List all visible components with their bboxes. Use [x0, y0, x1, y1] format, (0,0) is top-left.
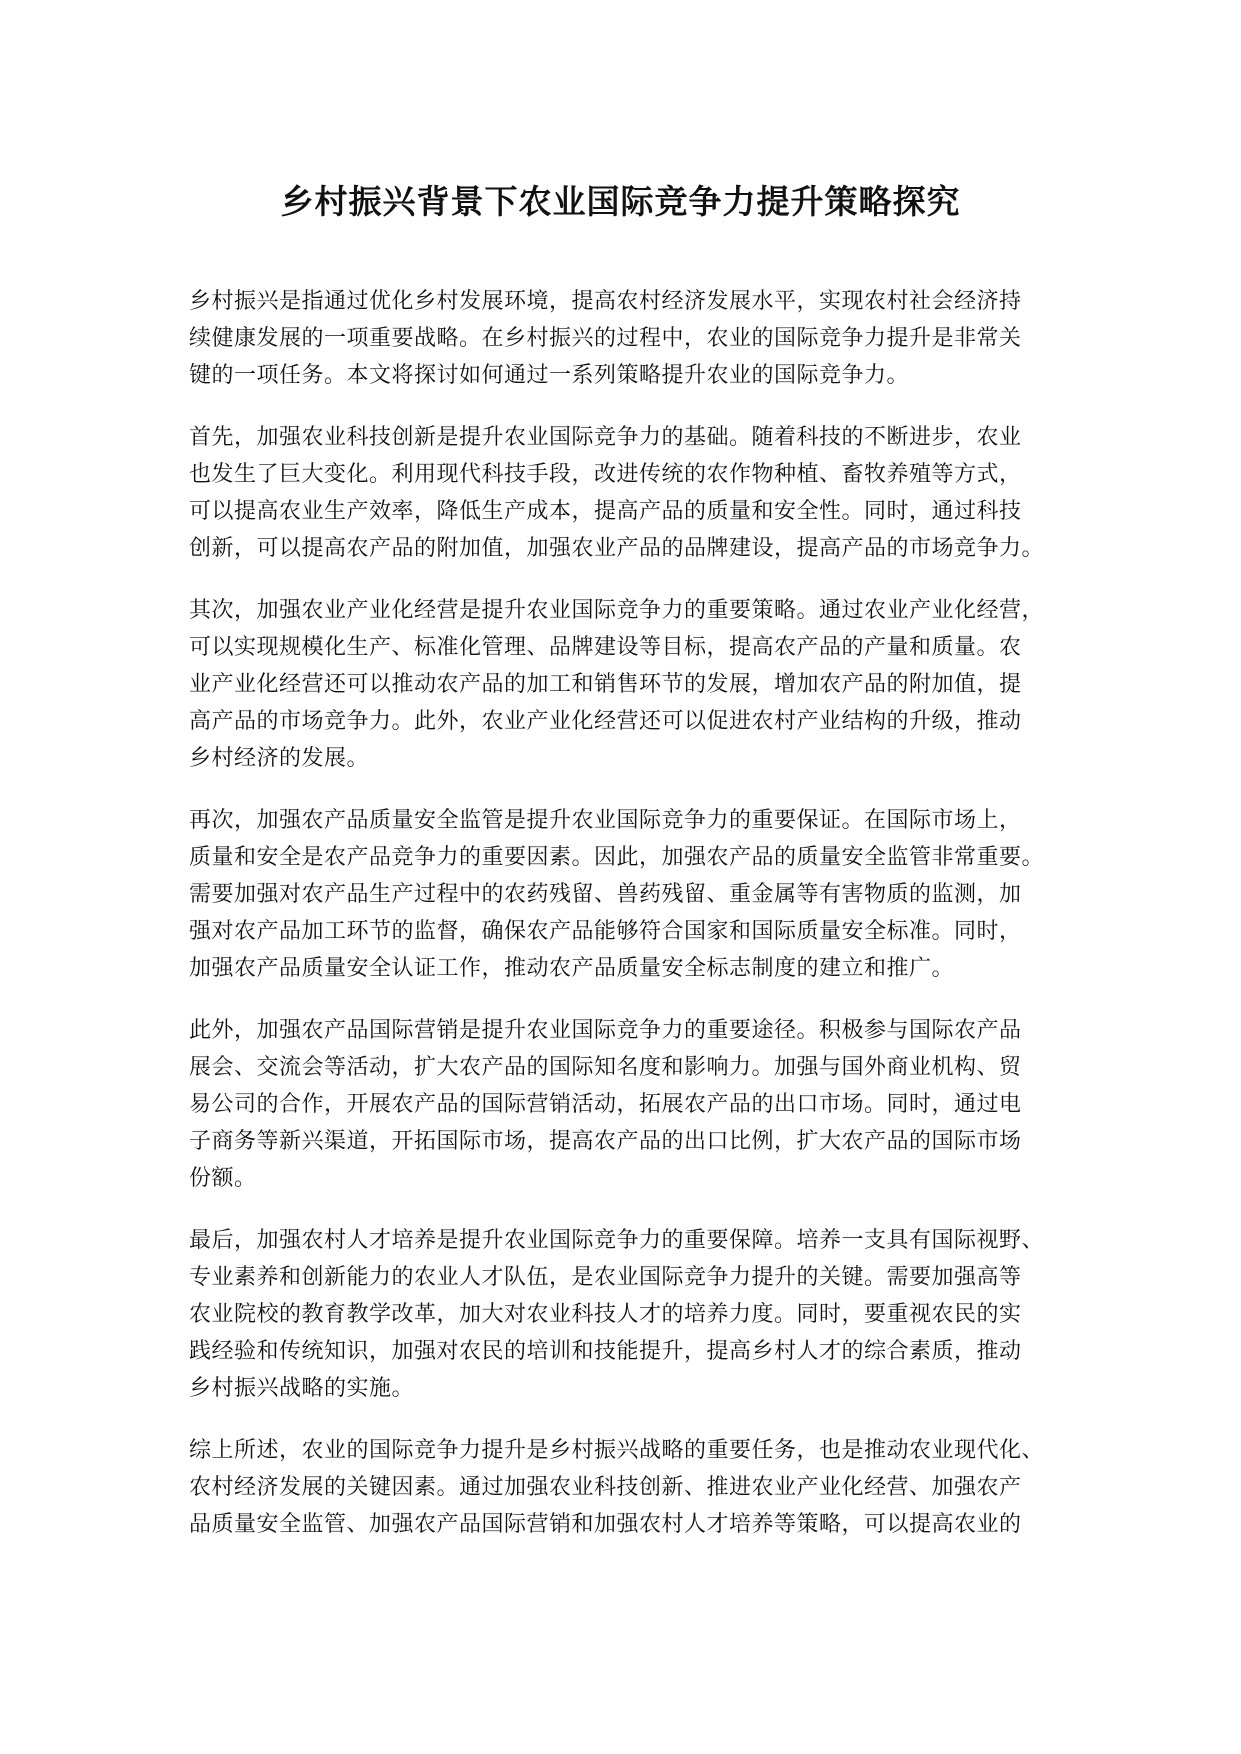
text-line: 可以提高农业生产效率，降低生产成本，提高产品的质量和安全性。同时，通过科技: [189, 499, 1022, 524]
paragraph-industrialization: [189, 592, 1089, 777]
paragraph-intro: [189, 283, 1089, 394]
text-line: 乡村振兴是指通过优化乡村发展环境，提高农村经济发展水平，实现农村社会经济持: [189, 289, 1022, 314]
text-line: 乡村经济的发展。: [189, 746, 370, 771]
text-line: 业产业化经营还可以推动农产品的加工和销售环节的发展，增加农产品的附加值，提: [189, 672, 1022, 697]
text-line: 再次，加强农产品质量安全监管是提升农业国际竞争力的重要保证。在国际市场上，: [189, 808, 1022, 833]
text-line: 键的一项任务。本文将探讨如何通过一系列策略提升农业的国际竞争力。: [189, 363, 910, 388]
text-line: 农业院校的教育教学改革，加大对农业科技人才的培养力度。同时，要重视农民的实: [189, 1302, 1022, 1327]
text-line: 加强农产品质量安全认证工作，推动农产品质量安全标志制度的建立和推广。: [189, 956, 955, 981]
text-line: 创新，可以提高农产品的附加值，加强农业产品的品牌建设，提高产品的市场竞争力。: [189, 536, 1045, 561]
text-line: 首先，加强农业科技创新是提升农业国际竞争力的基础。随着科技的不断进步，农业: [189, 425, 1022, 450]
text-line: 也发生了巨大变化。利用现代科技手段，改进传统的农作物种植、畜牧养殖等方式，: [189, 462, 1022, 487]
text-line: 展会、交流会等活动，扩大农产品的国际知名度和影响力。加强与国外商业机构、贸: [189, 1055, 1022, 1080]
text-line: 易公司的合作，开展农产品的国际营销活动，拓展农产品的出口市场。同时，通过电: [189, 1092, 1022, 1117]
paragraph-conclusion: [189, 1432, 1089, 1543]
paragraph-quality-safety: [189, 802, 1089, 987]
text-line: 最后，加强农村人才培养是提升农业国际竞争力的重要保障。培养一支具有国际视野、: [189, 1228, 1045, 1253]
paragraph-tech-innovation: [189, 419, 1089, 567]
text-line: 强对农产品加工环节的监督，确保农产品能够符合国家和国际质量安全标准。同时，: [189, 919, 1022, 944]
document-title: 乡村振兴背景下农业国际竞争力提升策略探究: [280, 182, 961, 221]
document-body: [189, 283, 1089, 1568]
text-line: 份额。: [189, 1166, 257, 1191]
paragraph-talent-cultivation: [189, 1222, 1089, 1407]
text-line: 续健康发展的一项重要战略。在乡村振兴的过程中，农业的国际竞争力提升是非常关: [189, 326, 1022, 351]
text-line: 可以实现规模化生产、标准化管理、品牌建设等目标，提高农产品的产量和质量。农: [189, 635, 1022, 660]
text-line: 其次，加强农业产业化经营是提升农业国际竞争力的重要策略。通过农业产业化经营，: [189, 598, 1045, 623]
text-line: 专业素养和创新能力的农业人才队伍，是农业国际竞争力提升的关键。需要加强高等: [189, 1265, 1022, 1290]
paragraph-international-marketing: [189, 1012, 1089, 1197]
text-line: 质量和安全是农产品竞争力的重要因素。因此，加强农产品的质量安全监管非常重要。: [189, 845, 1045, 870]
text-line: 品质量安全监管、加强农产品国际营销和加强农村人才培养等策略，可以提高农业的: [189, 1512, 1022, 1537]
text-line: 高产品的市场竞争力。此外，农业产业化经营还可以促进农村产业结构的升级，推动: [189, 709, 1022, 734]
text-line: 需要加强对农产品生产过程中的农药残留、兽药残留、重金属等有害物质的监测，加: [189, 882, 1022, 907]
text-line: 此外，加强农产品国际营销是提升农业国际竞争力的重要途径。积极参与国际农产品: [189, 1018, 1022, 1043]
text-line: 子商务等新兴渠道，开拓国际市场，提高农产品的出口比例，扩大农产品的国际市场: [189, 1129, 1022, 1154]
text-line: 乡村振兴战略的实施。: [189, 1376, 415, 1401]
text-line: 农村经济发展的关键因素。通过加强农业科技创新、推进农业产业化经营、加强农产: [189, 1475, 1022, 1500]
text-line: 综上所述，农业的国际竞争力提升是乡村振兴战略的重要任务，也是推动农业现代化、: [189, 1438, 1045, 1463]
text-line: 践经验和传统知识，加强对农民的培训和技能提升，提高乡村人才的综合素质，推动: [189, 1339, 1022, 1364]
